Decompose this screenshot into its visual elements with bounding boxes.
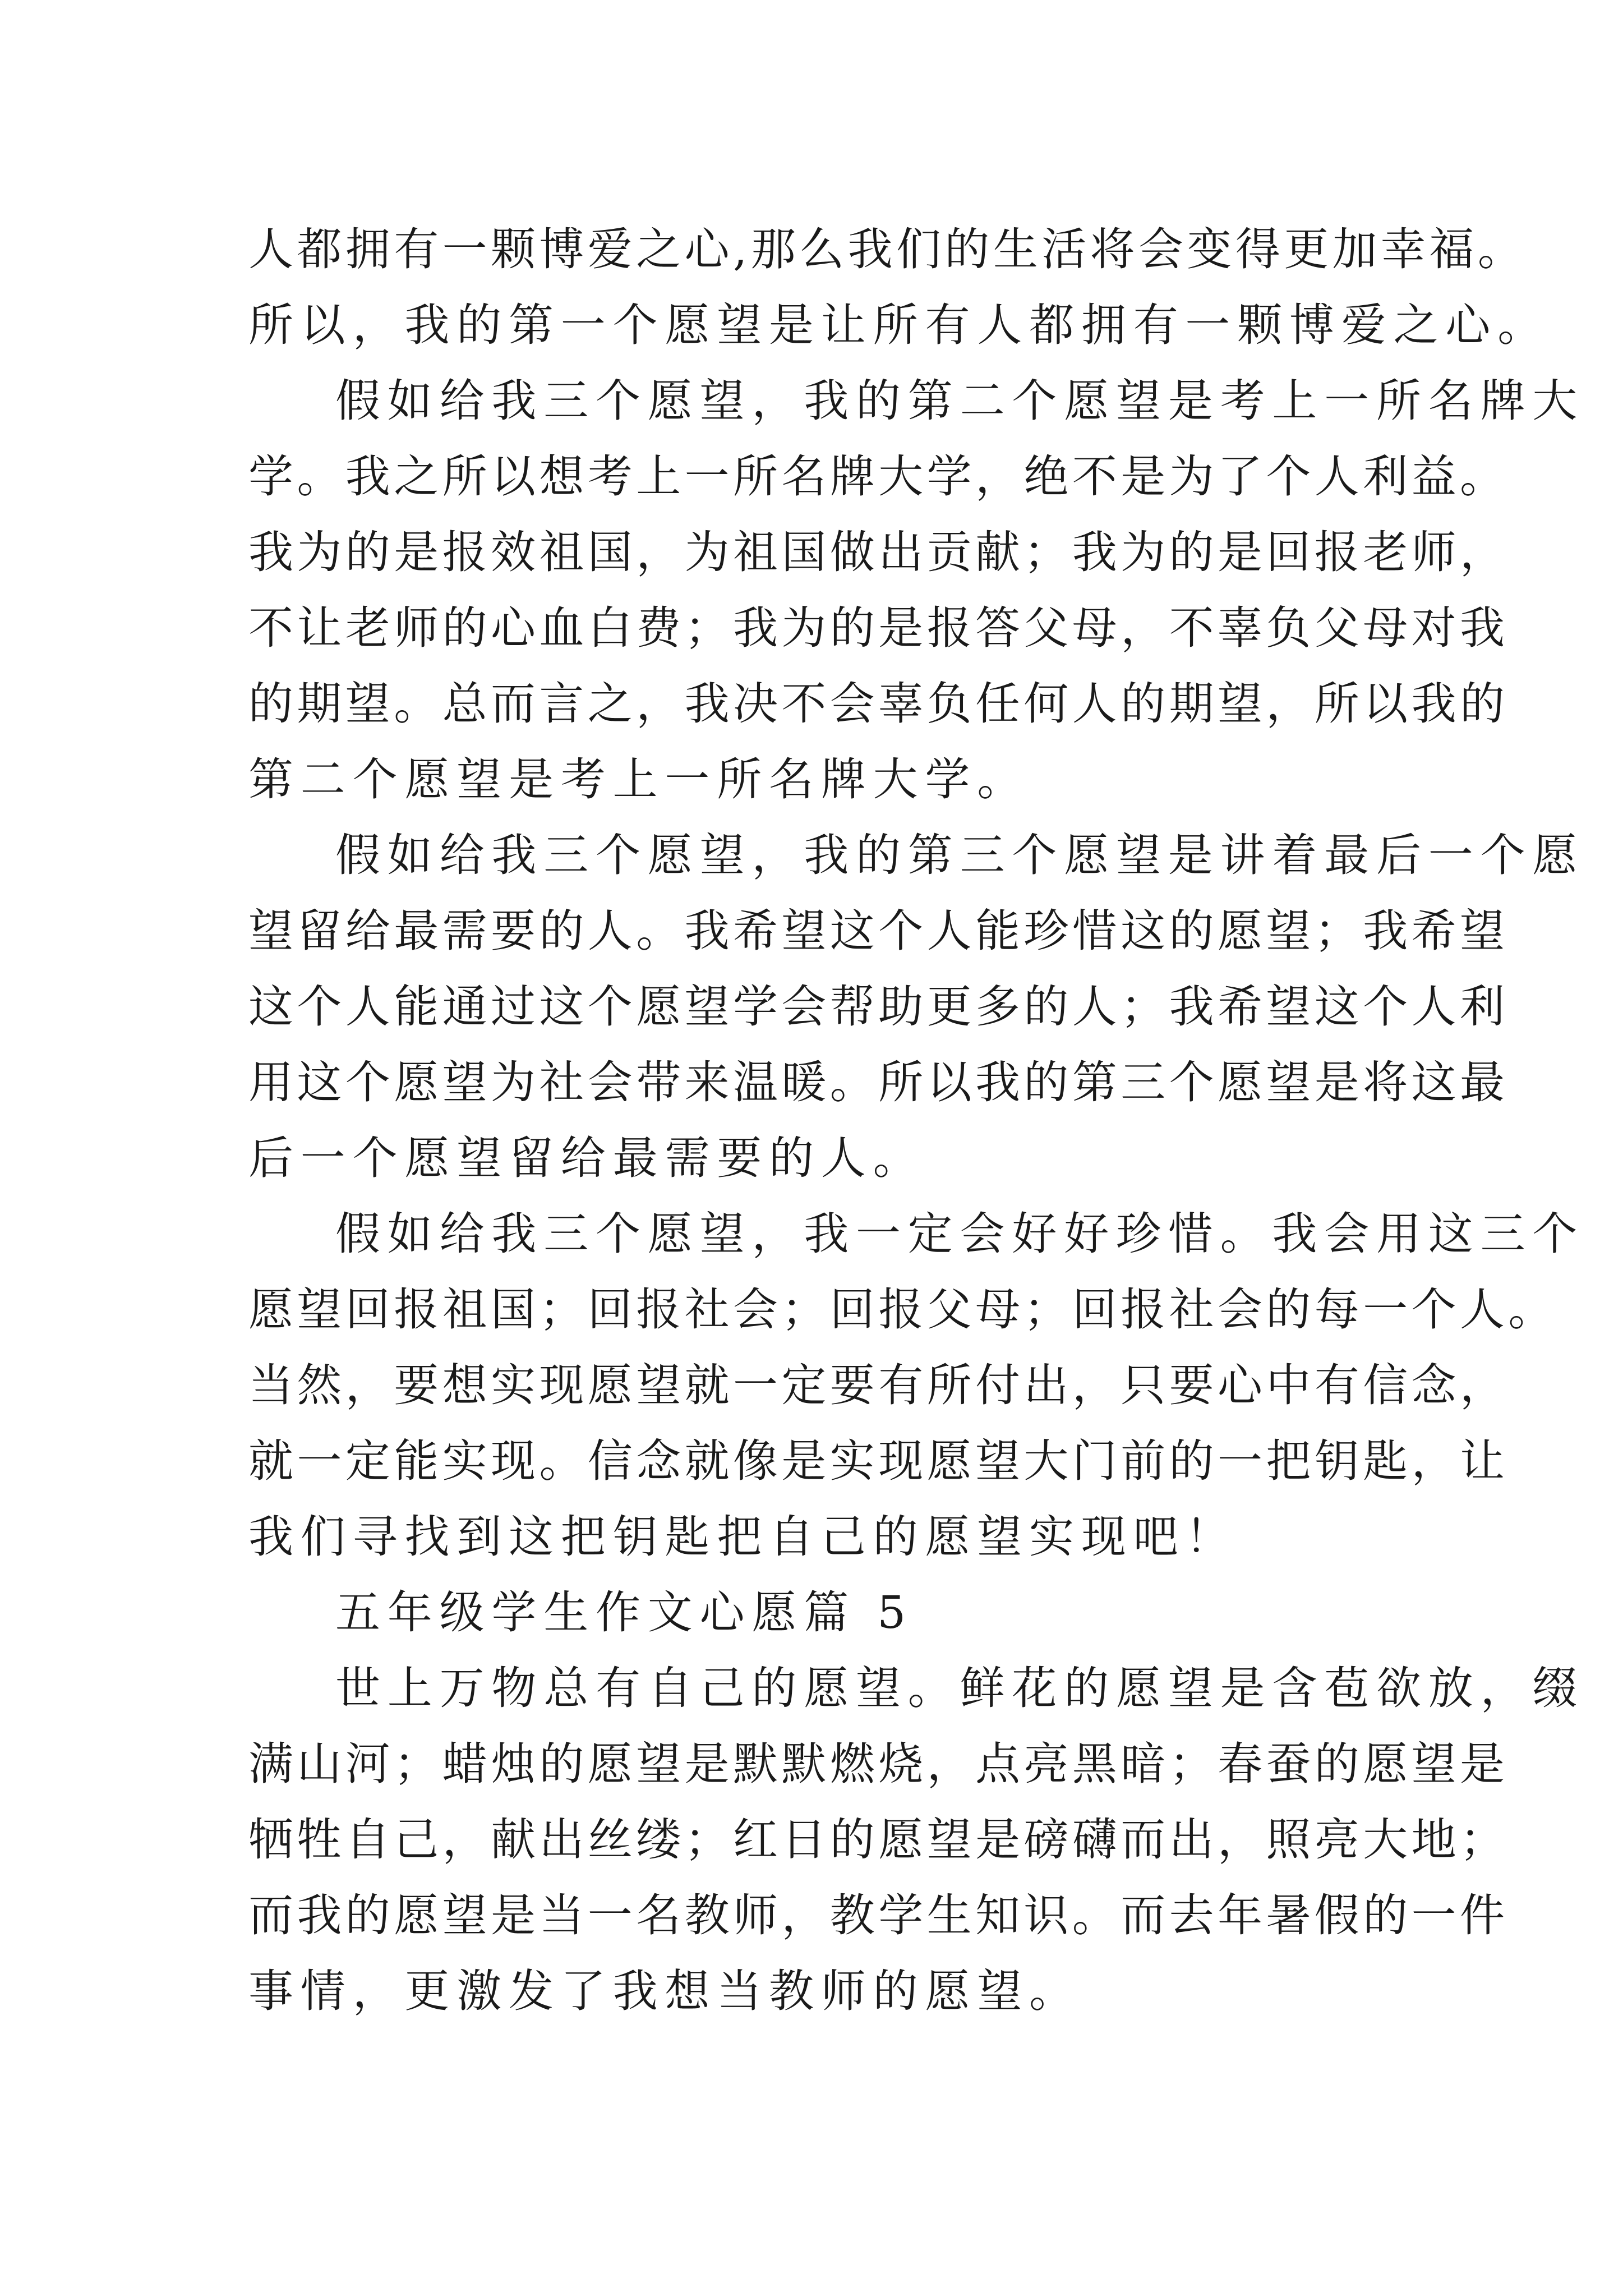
paragraph-first-line: 假如给我三个愿望，我的第三个愿望是讲着最后一个愿 [335,829,1585,881]
text-line: 所以，我的第一个愿望是让所有人都拥有一颗博爱之心。 [248,299,1550,351]
text-line: 愿望回报祖国；回报社会；回报父母；回报社会的每一个人。 [248,1283,1557,1336]
text-line: 事情，更激发了我想当教师的愿望。 [248,1965,1081,2017]
text-line: 人都拥有一颗博爱之心,那么我们的生活将会变得更加幸福。 [248,223,1527,275]
text-line: 我为的是报效祖国，为祖国做出贡献；我为的是回报老师， [248,526,1509,578]
text-line: 当然，要想实现愿望就一定要有所付出，只要心中有信念， [248,1359,1509,1411]
text-line: 而我的愿望是当一名教师，教学生知识。而去年暑假的一件 [248,1889,1509,1941]
text-line: 这个人能通过这个愿望学会帮助更多的人；我希望这个人利 [248,981,1509,1033]
paragraph-first-line: 世上万物总有自己的愿望。鲜花的愿望是含苞欲放，缀 [335,1662,1585,1714]
text-line: 满山河；蜡烛的愿望是默默燃烧，点亮黑暗；春蚕的愿望是 [248,1738,1509,1790]
section-heading: 五年级学生作文心愿篇 5 [335,1586,913,1639]
paragraph-first-line: 假如给我三个愿望，我的第二个愿望是考上一所名牌大 [335,375,1585,427]
text-line: 用这个愿望为社会带来温暖。所以我的第三个愿望是将这最 [248,1056,1509,1108]
paragraph-first-line: 假如给我三个愿望，我一定会好好珍惜。我会用这三个 [335,1208,1585,1260]
text-line: 后一个愿望留给最需要的人。 [248,1132,925,1184]
text-line: 第二个愿望是考上一所名牌大学。 [248,753,1029,806]
text-line: 望留给最需要的人。我希望这个人能珍惜这的愿望；我希望 [248,905,1509,957]
text-line: 就一定能实现。信念就像是实现愿望大门前的一把钥匙，让 [248,1435,1509,1487]
text-line: 不让老师的心血白费；我为的是报答父母，不辜负父母对我 [248,602,1509,654]
text-line: 我们寻找到这把钥匙把自己的愿望实现吧！ [248,1511,1238,1563]
text-line: 牺牲自己，献出丝缕；红日的愿望是磅礴而出，照亮大地； [248,1814,1509,1866]
text-line: 学。我之所以想考上一所名牌大学，绝不是为了个人利益。 [248,450,1509,503]
text-line: 的期望。总而言之，我决不会辜负任何人的期望，所以我的 [248,678,1509,730]
